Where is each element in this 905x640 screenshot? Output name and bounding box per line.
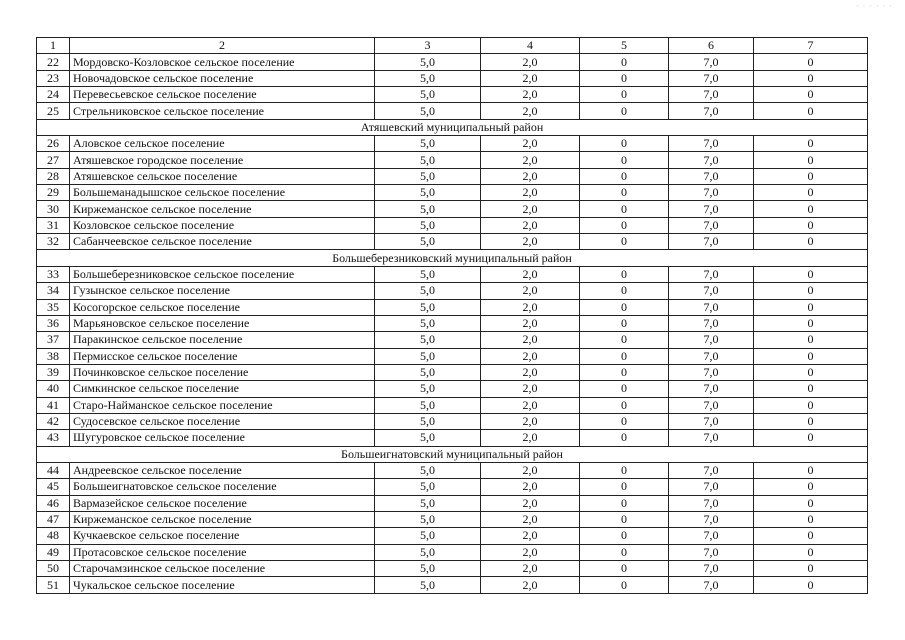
value-col-6: 7,0 [669, 397, 754, 413]
row-number: 35 [37, 299, 70, 315]
value-col-3: 5,0 [375, 528, 481, 544]
value-col-5: 0 [580, 54, 669, 70]
row-number: 31 [37, 217, 70, 233]
settlement-name: Марьяновское сельское поселение [70, 315, 375, 331]
value-col-4: 2,0 [481, 201, 580, 217]
value-col-5: 0 [580, 185, 669, 201]
value-col-3: 5,0 [375, 462, 481, 478]
value-col-7: 0 [754, 332, 868, 348]
value-col-3: 5,0 [375, 315, 481, 331]
value-col-6: 7,0 [669, 103, 754, 119]
settlement-name: Старочамзинское сельское поселение [70, 561, 375, 577]
district-row [37, 250, 868, 266]
value-col-7: 0 [754, 152, 868, 168]
value-col-3: 5,0 [375, 495, 481, 511]
value-col-7: 0 [754, 348, 868, 364]
settlement-name: Андреевское сельское поселение [70, 462, 375, 478]
settlement-name: Кучкаевское сельское поселение [70, 528, 375, 544]
value-col-5: 0 [580, 103, 669, 119]
value-col-3: 5,0 [375, 397, 481, 413]
header-col-1: 1 [37, 38, 70, 54]
settlement-name: Косогорское сельское поселение [70, 299, 375, 315]
row-number: 26 [37, 136, 70, 152]
value-col-6: 7,0 [669, 283, 754, 299]
value-col-3: 5,0 [375, 332, 481, 348]
value-col-7: 0 [754, 70, 868, 86]
value-col-3: 5,0 [375, 479, 481, 495]
row-number: 51 [37, 577, 70, 593]
value-col-5: 0 [580, 348, 669, 364]
settlement-name: Симкинское сельское поселение [70, 381, 375, 397]
value-col-7: 0 [754, 528, 868, 544]
value-col-7: 0 [754, 283, 868, 299]
value-col-4: 2,0 [481, 54, 580, 70]
settlement-name: Починковское сельское поселение [70, 364, 375, 380]
value-col-4: 2,0 [481, 479, 580, 495]
value-col-3: 5,0 [375, 152, 481, 168]
value-col-7: 0 [754, 479, 868, 495]
value-col-7: 0 [754, 136, 868, 152]
table-row [37, 479, 868, 495]
value-col-6: 7,0 [669, 54, 754, 70]
settlement-name: Аловское сельское поселение [70, 136, 375, 152]
value-col-6: 7,0 [669, 511, 754, 527]
value-col-7: 0 [754, 413, 868, 429]
value-col-4: 2,0 [481, 234, 580, 250]
header-col-5: 5 [580, 38, 669, 54]
value-col-4: 2,0 [481, 283, 580, 299]
value-col-7: 0 [754, 201, 868, 217]
value-col-3: 5,0 [375, 54, 481, 70]
table-row [37, 511, 868, 527]
header-col-4: 4 [481, 38, 580, 54]
row-number: 40 [37, 381, 70, 397]
value-col-5: 0 [580, 528, 669, 544]
table-row [37, 462, 868, 478]
value-col-4: 2,0 [481, 511, 580, 527]
district-title: Большеигнатовский муниципальный район [37, 446, 868, 462]
settlement-name: Атяшевское городское поселение [70, 152, 375, 168]
table-row [37, 544, 868, 560]
value-col-3: 5,0 [375, 201, 481, 217]
value-col-4: 2,0 [481, 381, 580, 397]
settlement-name: Новочадовское сельское поселение [70, 70, 375, 86]
table-row [37, 315, 868, 331]
value-col-6: 7,0 [669, 528, 754, 544]
value-col-5: 0 [580, 201, 669, 217]
row-number: 22 [37, 54, 70, 70]
settlement-name: Гузынское сельское поселение [70, 283, 375, 299]
value-col-3: 5,0 [375, 544, 481, 560]
value-col-3: 5,0 [375, 561, 481, 577]
value-col-5: 0 [580, 136, 669, 152]
row-number: 44 [37, 462, 70, 478]
header-col-3: 3 [375, 38, 481, 54]
header-col-6: 6 [669, 38, 754, 54]
value-col-5: 0 [580, 577, 669, 593]
value-col-5: 0 [580, 495, 669, 511]
value-col-4: 2,0 [481, 364, 580, 380]
value-col-4: 2,0 [481, 413, 580, 429]
settlement-name: Мордовско-Козловское сельское поселение [70, 54, 375, 70]
row-number: 24 [37, 87, 70, 103]
table-row [37, 413, 868, 429]
value-col-7: 0 [754, 266, 868, 282]
row-number: 42 [37, 413, 70, 429]
value-col-4: 2,0 [481, 577, 580, 593]
table-row [37, 54, 868, 70]
settlement-name: Атяшевское сельское поселение [70, 168, 375, 184]
settlement-name: Киржеманское сельское поселение [70, 511, 375, 527]
row-number: 43 [37, 430, 70, 446]
value-col-7: 0 [754, 168, 868, 184]
row-number: 23 [37, 70, 70, 86]
value-col-6: 7,0 [669, 495, 754, 511]
value-col-7: 0 [754, 299, 868, 315]
value-col-3: 5,0 [375, 364, 481, 380]
value-col-4: 2,0 [481, 430, 580, 446]
table-row [37, 234, 868, 250]
value-col-7: 0 [754, 185, 868, 201]
settlements-table [36, 37, 868, 594]
value-col-6: 7,0 [669, 168, 754, 184]
settlement-name: Судосевское сельское поселение [70, 413, 375, 429]
value-col-7: 0 [754, 462, 868, 478]
value-col-3: 5,0 [375, 430, 481, 446]
table-row [37, 283, 868, 299]
value-col-5: 0 [580, 234, 669, 250]
value-col-3: 5,0 [375, 87, 481, 103]
value-col-5: 0 [580, 152, 669, 168]
row-number: 48 [37, 528, 70, 544]
value-col-5: 0 [580, 87, 669, 103]
value-col-5: 0 [580, 315, 669, 331]
table-body [37, 38, 868, 594]
table-row [37, 201, 868, 217]
value-col-5: 0 [580, 283, 669, 299]
settlement-name: Козловское сельское поселение [70, 217, 375, 233]
value-col-7: 0 [754, 364, 868, 380]
row-number: 25 [37, 103, 70, 119]
row-number: 47 [37, 511, 70, 527]
settlement-name: Сабанчеевское сельское поселение [70, 234, 375, 250]
settlement-name: Перевесьевское сельское поселение [70, 87, 375, 103]
value-col-5: 0 [580, 217, 669, 233]
value-col-3: 5,0 [375, 511, 481, 527]
value-col-6: 7,0 [669, 348, 754, 364]
value-col-6: 7,0 [669, 561, 754, 577]
value-col-4: 2,0 [481, 561, 580, 577]
value-col-5: 0 [580, 561, 669, 577]
row-number: 38 [37, 348, 70, 364]
row-number: 46 [37, 495, 70, 511]
value-col-4: 2,0 [481, 266, 580, 282]
table-row [37, 152, 868, 168]
value-col-3: 5,0 [375, 283, 481, 299]
value-col-3: 5,0 [375, 185, 481, 201]
settlement-name: Вармазейское сельское поселение [70, 495, 375, 511]
value-col-6: 7,0 [669, 201, 754, 217]
value-col-4: 2,0 [481, 152, 580, 168]
value-col-6: 7,0 [669, 430, 754, 446]
value-col-3: 5,0 [375, 266, 481, 282]
table-row [37, 168, 868, 184]
value-col-4: 2,0 [481, 217, 580, 233]
value-col-6: 7,0 [669, 479, 754, 495]
value-col-5: 0 [580, 511, 669, 527]
value-col-7: 0 [754, 234, 868, 250]
row-number: 50 [37, 561, 70, 577]
value-col-4: 2,0 [481, 299, 580, 315]
value-col-7: 0 [754, 495, 868, 511]
value-col-6: 7,0 [669, 185, 754, 201]
settlement-name: Протасовское сельское поселение [70, 544, 375, 560]
district-row [37, 446, 868, 462]
value-col-7: 0 [754, 217, 868, 233]
table-row [37, 87, 868, 103]
value-col-6: 7,0 [669, 364, 754, 380]
table-row [37, 217, 868, 233]
value-col-5: 0 [580, 332, 669, 348]
row-number: 30 [37, 201, 70, 217]
value-col-3: 5,0 [375, 136, 481, 152]
value-col-3: 5,0 [375, 168, 481, 184]
value-col-7: 0 [754, 103, 868, 119]
value-col-3: 5,0 [375, 577, 481, 593]
table-row [37, 364, 868, 380]
value-col-6: 7,0 [669, 577, 754, 593]
row-number: 28 [37, 168, 70, 184]
value-col-4: 2,0 [481, 168, 580, 184]
settlement-name: Большеберезниковское сельское поселение [70, 266, 375, 282]
value-col-4: 2,0 [481, 315, 580, 331]
value-col-3: 5,0 [375, 70, 481, 86]
table-row [37, 70, 868, 86]
value-col-4: 2,0 [481, 103, 580, 119]
value-col-6: 7,0 [669, 87, 754, 103]
district-row [37, 119, 868, 135]
table-row [37, 495, 868, 511]
value-col-6: 7,0 [669, 136, 754, 152]
value-col-6: 7,0 [669, 462, 754, 478]
value-col-4: 2,0 [481, 397, 580, 413]
value-col-7: 0 [754, 87, 868, 103]
value-col-4: 2,0 [481, 544, 580, 560]
settlement-name: Большеманадышское сельское поселение [70, 185, 375, 201]
value-col-5: 0 [580, 413, 669, 429]
table-row [37, 430, 868, 446]
value-col-7: 0 [754, 577, 868, 593]
value-col-5: 0 [580, 364, 669, 380]
value-col-5: 0 [580, 430, 669, 446]
settlement-name: Паракинское сельское поселение [70, 332, 375, 348]
table-row [37, 348, 868, 364]
row-number: 32 [37, 234, 70, 250]
value-col-3: 5,0 [375, 381, 481, 397]
value-col-4: 2,0 [481, 70, 580, 86]
value-col-5: 0 [580, 70, 669, 86]
row-number: 29 [37, 185, 70, 201]
value-col-7: 0 [754, 544, 868, 560]
value-col-7: 0 [754, 381, 868, 397]
value-col-4: 2,0 [481, 528, 580, 544]
value-col-6: 7,0 [669, 152, 754, 168]
value-col-4: 2,0 [481, 348, 580, 364]
value-col-5: 0 [580, 381, 669, 397]
row-number: 36 [37, 315, 70, 331]
value-col-6: 7,0 [669, 332, 754, 348]
value-col-3: 5,0 [375, 103, 481, 119]
value-col-6: 7,0 [669, 299, 754, 315]
value-col-6: 7,0 [669, 413, 754, 429]
value-col-6: 7,0 [669, 234, 754, 250]
value-col-6: 7,0 [669, 381, 754, 397]
table-row [37, 266, 868, 282]
settlement-name: Чукальское сельское поселение [70, 577, 375, 593]
value-col-4: 2,0 [481, 495, 580, 511]
value-col-7: 0 [754, 511, 868, 527]
value-col-5: 0 [580, 168, 669, 184]
table-row [37, 136, 868, 152]
row-number: 33 [37, 266, 70, 282]
table-row [37, 561, 868, 577]
row-number: 34 [37, 283, 70, 299]
settlement-name: Стрельниковское сельское поселение [70, 103, 375, 119]
value-col-6: 7,0 [669, 266, 754, 282]
value-col-7: 0 [754, 561, 868, 577]
value-col-7: 0 [754, 54, 868, 70]
value-col-7: 0 [754, 315, 868, 331]
value-col-5: 0 [580, 299, 669, 315]
settlement-name: Старо-Найманское сельское поселение [70, 397, 375, 413]
header-col-7: 7 [754, 38, 868, 54]
value-col-3: 5,0 [375, 348, 481, 364]
value-col-6: 7,0 [669, 217, 754, 233]
row-number: 37 [37, 332, 70, 348]
table-row [37, 103, 868, 119]
value-col-6: 7,0 [669, 70, 754, 86]
value-col-7: 0 [754, 430, 868, 446]
table-row [37, 397, 868, 413]
value-col-3: 5,0 [375, 413, 481, 429]
value-col-3: 5,0 [375, 299, 481, 315]
value-col-5: 0 [580, 397, 669, 413]
district-title: Большеберезниковский муниципальный район [37, 250, 868, 266]
table-row [37, 528, 868, 544]
settlement-name: Пермисское сельское поселение [70, 348, 375, 364]
value-col-6: 7,0 [669, 544, 754, 560]
district-title: Атяшевский муниципальный район [37, 119, 868, 135]
value-col-4: 2,0 [481, 332, 580, 348]
table-row [37, 332, 868, 348]
value-col-5: 0 [580, 544, 669, 560]
header-col-2: 2 [70, 38, 375, 54]
value-col-5: 0 [580, 462, 669, 478]
table-row [37, 577, 868, 593]
settlement-name: Киржеманское сельское поселение [70, 201, 375, 217]
header-row [37, 38, 868, 54]
value-col-3: 5,0 [375, 234, 481, 250]
row-number: 41 [37, 397, 70, 413]
row-number: 49 [37, 544, 70, 560]
value-col-4: 2,0 [481, 136, 580, 152]
table-row [37, 381, 868, 397]
table-row [37, 299, 868, 315]
table-row [37, 185, 868, 201]
row-number: 27 [37, 152, 70, 168]
settlement-name: Шугуровское сельское поселение [70, 430, 375, 446]
value-col-4: 2,0 [481, 185, 580, 201]
value-col-5: 0 [580, 266, 669, 282]
value-col-7: 0 [754, 397, 868, 413]
value-col-5: 0 [580, 479, 669, 495]
value-col-4: 2,0 [481, 462, 580, 478]
page-mark: · · · · · · [856, 2, 893, 11]
row-number: 39 [37, 364, 70, 380]
settlement-name: Большеигнатовское сельское поселение [70, 479, 375, 495]
value-col-3: 5,0 [375, 217, 481, 233]
value-col-6: 7,0 [669, 315, 754, 331]
row-number: 45 [37, 479, 70, 495]
value-col-4: 2,0 [481, 87, 580, 103]
